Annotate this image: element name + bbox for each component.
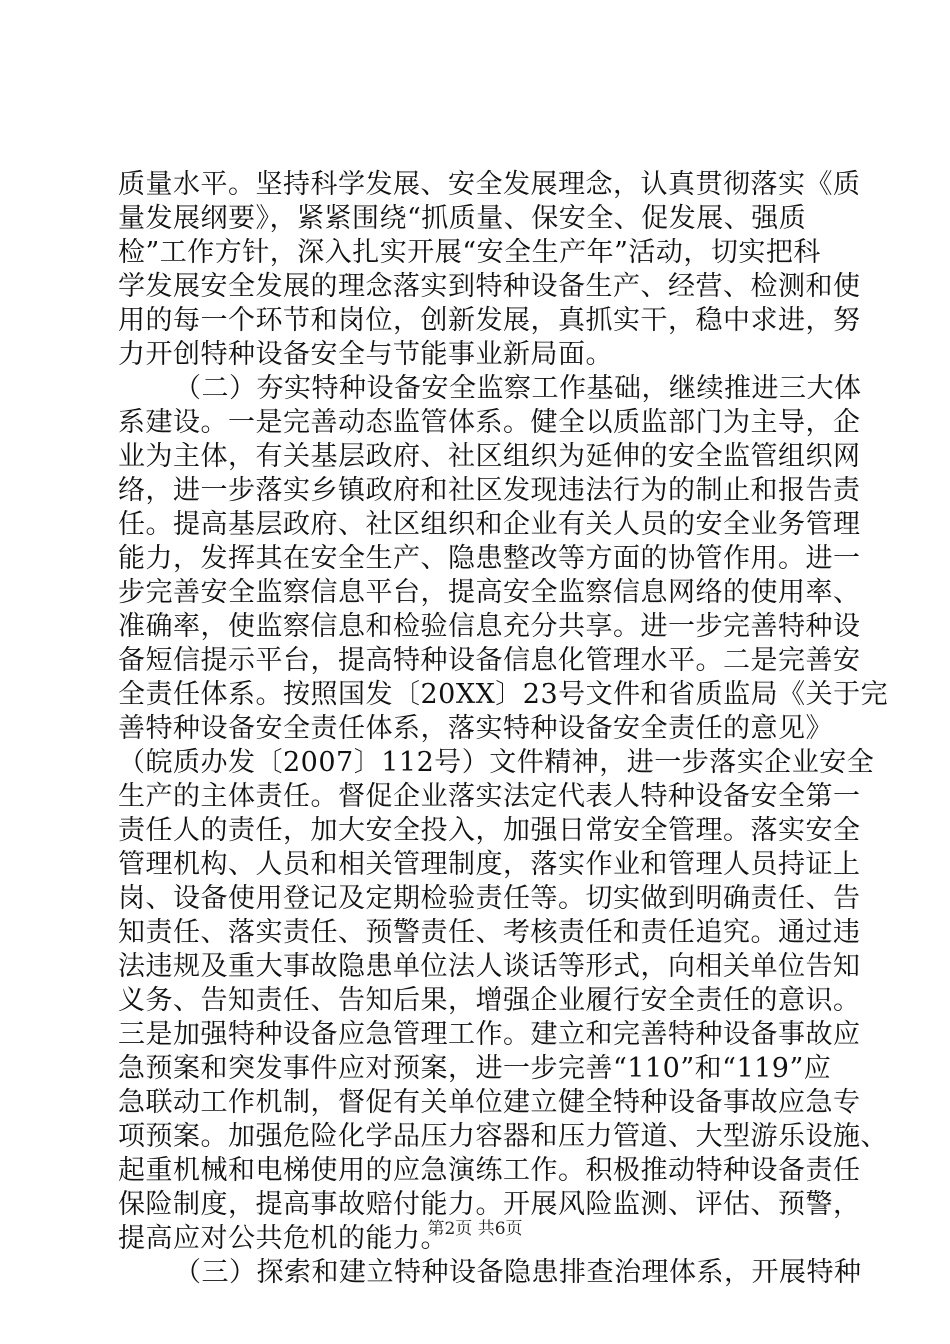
- text-line: 保险制度，提高事故赔付能力。开展风险监测、评估、预警，: [118, 1189, 861, 1220]
- text-line: 起重机械和电梯使用的应急演练工作。积极推动特种设备责任: [118, 1155, 861, 1186]
- text-line: （皖质办发〔2007〕112号）文件精神，进一步落实企业安全: [118, 747, 875, 778]
- text-line: 生产的主体责任。督促企业落实法定代表人特种设备安全第一: [118, 781, 861, 812]
- text-line: 络，进一步落实乡镇政府和社区发现违法行为的制止和报告责: [118, 475, 861, 506]
- text-line: 义务、告知责任、告知后果，增强企业履行安全责任的意识。: [118, 985, 861, 1016]
- text-line: 量发展纲要》，紧紧围绕“抓质量、保安全、促发展、强质: [118, 203, 807, 234]
- text-line: 能力，发挥其在安全生产、隐患整改等方面的协管作用。进一: [118, 543, 861, 574]
- text-line: 法违规及重大事故隐患单位法人谈话等形式，向相关单位告知: [118, 951, 861, 982]
- text-line: 三是加强特种设备应急管理工作。建立和完善特种设备事故应: [118, 1019, 861, 1050]
- text-line: （三）探索和建立特种设备隐患排查治理体系，开展特种: [174, 1257, 862, 1288]
- text-line: 业为主体，有关基层政府、社区组织为延伸的安全监管组织网: [118, 441, 861, 472]
- text-line: 项预案。加强危险化学品压力容器和压力管道、大型游乐设施、: [118, 1121, 888, 1152]
- text-line: 用的每一个环节和岗位，创新发展，真抓实干，稳中求进，努: [118, 305, 861, 336]
- text-line: 管理机构、人员和相关管理制度，落实作业和管理人员持证上: [118, 849, 861, 880]
- text-line: 善特种设备安全责任体系，落实特种设备安全责任的意见》: [118, 713, 833, 744]
- text-line: 急联动工作机制，督促有关单位建立健全特种设备事故应急专: [118, 1087, 861, 1118]
- text-line: 责任人的责任，加大安全投入，加强日常安全管理。落实安全: [118, 815, 861, 846]
- page-footer: 第2页 共6页: [427, 1219, 523, 1239]
- text-line: （二）夯实特种设备安全监察工作基础，继续推进三大体: [174, 373, 862, 404]
- text-line: 任。提高基层政府、社区组织和企业有关人员的安全业务管理: [118, 509, 861, 540]
- text-line: 急预案和突发事件应对预案，进一步完善“110”和“119”应: [118, 1053, 832, 1084]
- text-line: 学发展安全发展的理念落实到特种设备生产、经营、检测和使: [118, 271, 861, 302]
- text-line: 提高应对公共危机的能力。: [118, 1223, 448, 1254]
- text-line: 备短信提示平台，提高特种设备信息化管理水平。二是完善安: [118, 645, 861, 676]
- document-body: [118, 168, 889, 1290]
- text-line: 质量水平。坚持科学发展、安全发展理念，认真贯彻落实《质: [118, 169, 861, 200]
- text-line: 系建设。一是完善动态监管体系。健全以质监部门为主导，企: [118, 407, 861, 438]
- text-line: 步完善安全监察信息平台，提高安全监察信息网络的使用率、: [118, 577, 861, 608]
- text-line: 全责任体系。按照国发〔20XX〕23号文件和省质监局《关于完: [118, 679, 889, 710]
- text-line: 检”工作方针，深入扎实开展“安全生产年”活动，切实把科: [118, 237, 821, 268]
- text-line: 岗、设备使用登记及定期检验责任等。切实做到明确责任、告: [118, 883, 861, 914]
- text-line: 力开创特种设备安全与节能事业新局面。: [118, 339, 613, 370]
- text-line: 准确率，使监察信息和检验信息充分共享。进一步完善特种设: [118, 611, 861, 642]
- text-line: 知责任、落实责任、预警责任、考核责任和责任追究。通过违: [118, 917, 861, 948]
